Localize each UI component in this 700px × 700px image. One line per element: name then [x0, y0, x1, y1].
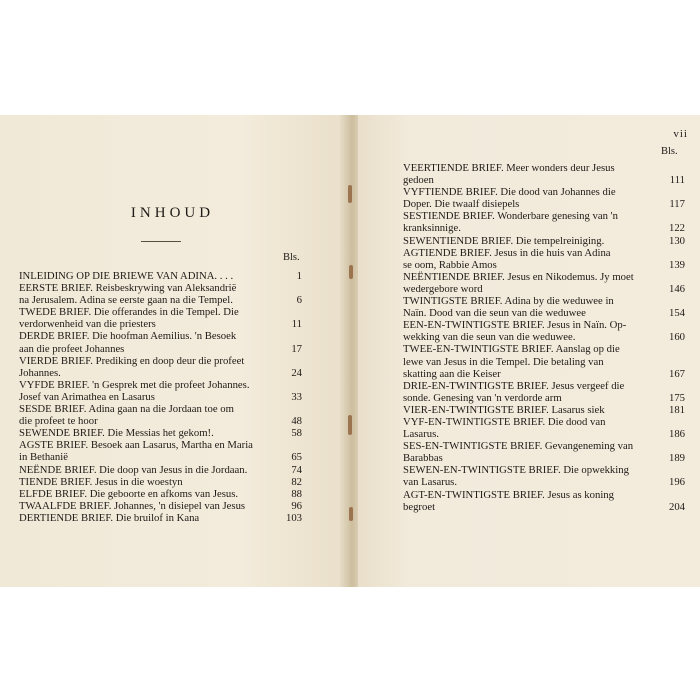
entry-page-number: 117 [669, 198, 685, 211]
contents-entry-line [403, 380, 685, 392]
contents-entry-line [403, 416, 685, 428]
entry-text: skatting aan die Keiser [403, 367, 501, 380]
contents-entry [403, 464, 685, 488]
entry-text: NEËNTIENDE BRIEF. Jesus en Nikodemus. Jy moet [403, 270, 634, 283]
entry-text: na Jerusalem. Adina se eerste gaan na die Tempel. [19, 294, 233, 307]
contents-entry-line [403, 501, 685, 513]
entry-page-number: 58 [291, 427, 302, 440]
entry-page-number: 88 [291, 487, 302, 500]
entry-page-number: 122 [668, 222, 685, 235]
contents-entry-line [403, 259, 685, 271]
entry-text: VYFDE BRIEF. 'n Gesprek met die profeet Johannes. [19, 378, 250, 391]
contents-entry-line [403, 331, 685, 343]
entry-text: Josef van Arimathea en Lasarus [19, 390, 155, 403]
contents-entry [403, 343, 685, 379]
contents-entry-line [19, 282, 302, 294]
entry-text: SESTIENDE BRIEF. Wonderbare genesing van 'n [403, 210, 618, 223]
contents-entry-line [19, 415, 302, 427]
entry-page-number: 154 [668, 307, 685, 320]
contents-entry [19, 379, 302, 403]
entry-page-number: 82 [291, 475, 302, 488]
contents-entry [19, 512, 302, 524]
contents-list-right [403, 162, 685, 513]
contents-entry-line [403, 392, 685, 404]
entry-text: NEËNDE BRIEF. Die doop van Jesus in die Jordaan. [19, 463, 248, 476]
entry-page-number: 11 [291, 318, 302, 331]
entry-text: DRIE-EN-TWINTIGSTE BRIEF. Jesus vergeef die [403, 379, 625, 392]
entry-text: VEERTIENDE BRIEF. Meer wonders deur Jesus [403, 162, 615, 174]
contents-entry [19, 270, 302, 282]
entry-text: AGSTE BRIEF. Besoek aan Lasarus, Martha en Maria [19, 439, 253, 452]
entry-text: Naïn. Dood van die seun van die weduwee [403, 307, 586, 320]
contents-entry-line [19, 476, 302, 488]
contents-entry [19, 439, 302, 463]
binding-stain [349, 507, 353, 521]
entry-text: lewe van Jesus in die Tempel. Die betaling van [403, 355, 604, 368]
entry-page-number: 6 [296, 294, 302, 307]
entry-text: DERTIENDE BRIEF. Die bruilof in Kana [19, 511, 200, 524]
contents-entry-line [403, 319, 685, 331]
contents-entry [19, 403, 302, 427]
entry-page-number: 181 [668, 403, 685, 416]
contents-entry-line [19, 500, 302, 512]
entry-page-number: 74 [291, 463, 302, 476]
entry-page-number: 139 [668, 258, 685, 271]
entry-page-number: 65 [291, 451, 302, 464]
entry-page-number: 1 [296, 270, 302, 282]
entry-text: VIERDE BRIEF. Prediking en doop deur die profeet [19, 354, 245, 367]
contents-entry-line [403, 283, 685, 295]
contents-entry-line [403, 440, 685, 452]
contents-entry-line [403, 343, 685, 355]
entry-page-number: 189 [668, 452, 685, 465]
contents-entry-line [19, 427, 302, 439]
contents-entry-line [403, 295, 685, 307]
entry-page-number: 33 [291, 390, 302, 403]
entry-page-number: 24 [291, 366, 302, 379]
contents-entry-line [19, 379, 302, 391]
entry-text: sonde. Genesing van 'n verdorde arm [403, 391, 562, 404]
contents-entry [19, 330, 302, 354]
contents-entry [19, 282, 302, 306]
contents-entry-line [403, 210, 685, 222]
entry-text: DERDE BRIEF. Die hoofman Aemilius. 'n Besoek [19, 330, 237, 343]
entry-page-number: 196 [668, 476, 685, 489]
entry-page-number: 130 [668, 234, 685, 247]
contents-entry-line [19, 306, 302, 318]
entry-page-number: 103 [285, 511, 302, 524]
entry-text: in Bethanië [19, 451, 68, 464]
entry-text: ELFDE BRIEF. Die geboorte en afkoms van Jesus. [19, 487, 239, 500]
binding-stain [348, 415, 352, 435]
title-rule [141, 241, 181, 242]
page-column-heading-left: Bls. [283, 252, 300, 263]
contents-entry-line [403, 452, 685, 464]
entry-text: Johannes. [19, 366, 61, 379]
entry-text: TWINTIGSTE BRIEF. Adina by die weduwee in [403, 295, 614, 308]
contents-entry [19, 488, 302, 500]
entry-text: se oom, Rabbie Amos [403, 258, 497, 271]
entry-text: VIER-EN-TWINTIGSTE BRIEF. Lasarus siek [403, 403, 605, 416]
entry-text: SESDE BRIEF. Adina gaan na die Jordaan toe om [19, 403, 234, 416]
contents-entry-line [19, 343, 302, 355]
entry-text: INLEIDING OP DIE BRIEWE VAN ADINA. . . . [19, 270, 234, 282]
entry-text: VYFTIENDE BRIEF. Die dood van Johannes die [403, 186, 616, 199]
contents-entry-line [19, 355, 302, 367]
contents-entry-line [403, 489, 685, 501]
entry-page-number: 96 [291, 499, 302, 512]
contents-entry [19, 500, 302, 512]
entry-text: Barabbas [403, 452, 443, 465]
contents-entry-line [19, 391, 302, 403]
contents-entry-line [403, 186, 685, 198]
entry-text: SEWENDE BRIEF. Die Messias het gekom!. [19, 427, 214, 440]
contents-entry [403, 416, 685, 440]
entry-text: SEWEN-EN-TWINTIGSTE BRIEF. Die opwekking [403, 464, 629, 477]
entry-text: die profeet te hoor [19, 415, 98, 428]
contents-entry-line [19, 464, 302, 476]
contents-entry [403, 247, 685, 271]
contents-entry-line [19, 451, 302, 463]
entry-text: aan die profeet Johannes [19, 342, 125, 355]
contents-entry [403, 162, 685, 186]
contents-entry-line [19, 403, 302, 415]
contents-entry [403, 271, 685, 295]
entry-text: TWEDE BRIEF. Die offerandes in die Tempel. Die [19, 306, 239, 319]
binding-stain [348, 185, 352, 203]
entry-page-number: 175 [668, 391, 685, 404]
entry-page-number: 160 [668, 331, 685, 344]
contents-entry-line [403, 356, 685, 368]
entry-page-number: 186 [668, 428, 685, 441]
contents-entry-line [403, 247, 685, 259]
entry-text: EEN-EN-TWINTIGSTE BRIEF. Jesus in Naïn. Op- [403, 319, 627, 332]
contents-entry-line [403, 307, 685, 319]
contents-entry-line [403, 476, 685, 488]
entry-text: begroet [403, 500, 436, 513]
entry-text: wekking van die seun van die weduwee. [403, 331, 576, 344]
binding-stain [349, 265, 353, 279]
contents-entry-line [403, 235, 685, 247]
contents-entry-line [19, 488, 302, 500]
page-number-roman: vii [673, 128, 688, 140]
entry-text: gedoen [403, 174, 434, 187]
contents-entry [403, 489, 685, 513]
contents-entry-line [19, 318, 302, 330]
contents-entry [403, 186, 685, 210]
entry-page-number: 146 [668, 282, 685, 295]
contents-entry-line [403, 404, 685, 416]
contents-list-left [19, 270, 302, 524]
entry-text: AGT-EN-TWINTIGSTE BRIEF. Jesus as koning [403, 488, 614, 501]
contents-entry-line [403, 174, 685, 186]
contents-entry-line [403, 271, 685, 283]
entry-text: VYF-EN-TWINTIGSTE BRIEF. Die dood van [403, 415, 606, 428]
contents-entry [19, 355, 302, 379]
contents-entry [403, 380, 685, 404]
contents-entry-line [19, 330, 302, 342]
entry-page-number: 48 [291, 415, 302, 428]
entry-text: SEWENTIENDE BRIEF. Die tempelreiniging. [403, 234, 605, 247]
contents-entry [19, 464, 302, 476]
contents-entry-line [403, 428, 685, 440]
entry-text: TWAALFDE BRIEF. Johannes, 'n disiepel van Jesus [19, 499, 246, 512]
entry-text: AGTIENDE BRIEF. Jesus in die huis van Adina [403, 246, 611, 259]
contents-entry-line [19, 367, 302, 379]
contents-entry-line [403, 368, 685, 380]
entry-text: kranksinnige. [403, 222, 461, 235]
entry-text: EERSTE BRIEF. Reisbeskrywing van Aleksandrië [19, 282, 237, 295]
contents-entry [19, 476, 302, 488]
entry-page-number: 111 [669, 174, 685, 187]
entry-text: van Lasarus. [403, 476, 458, 489]
contents-entry-line [403, 464, 685, 476]
contents-entry-line [403, 198, 685, 210]
entry-text: SES-EN-TWINTIGSTE BRIEF. Gevangeneming van [403, 440, 634, 453]
contents-entry [19, 306, 302, 330]
contents-entry-line [403, 162, 685, 174]
entry-text: TIENDE BRIEF. Jesus in die woestyn [19, 475, 183, 488]
entry-text: Doper. Die twaalf disiepels [403, 198, 520, 211]
entry-text: Lasarus. [403, 428, 439, 441]
page-title: INHOUD [130, 205, 215, 221]
contents-entry-line [19, 294, 302, 306]
entry-page-number: 167 [668, 367, 685, 380]
contents-entry [403, 235, 685, 247]
contents-entry-line [403, 222, 685, 234]
contents-entry [403, 295, 685, 319]
contents-entry [19, 427, 302, 439]
contents-entry [403, 319, 685, 343]
entry-page-number: 17 [291, 342, 302, 355]
entry-page-number: 204 [668, 500, 685, 513]
contents-entry [403, 404, 685, 416]
page-column-heading-right: Bls. [661, 146, 678, 157]
entry-text: verdorwenheid van die priesters [19, 318, 156, 331]
contents-entry-line [19, 270, 302, 282]
entry-text: TWEE-EN-TWINTIGSTE BRIEF. Aanslag op die [403, 343, 620, 356]
contents-entry [403, 440, 685, 464]
contents-entry-line [19, 512, 302, 524]
contents-entry-line [19, 439, 302, 451]
contents-entry [403, 210, 685, 234]
entry-text: wedergebore word [403, 282, 483, 295]
